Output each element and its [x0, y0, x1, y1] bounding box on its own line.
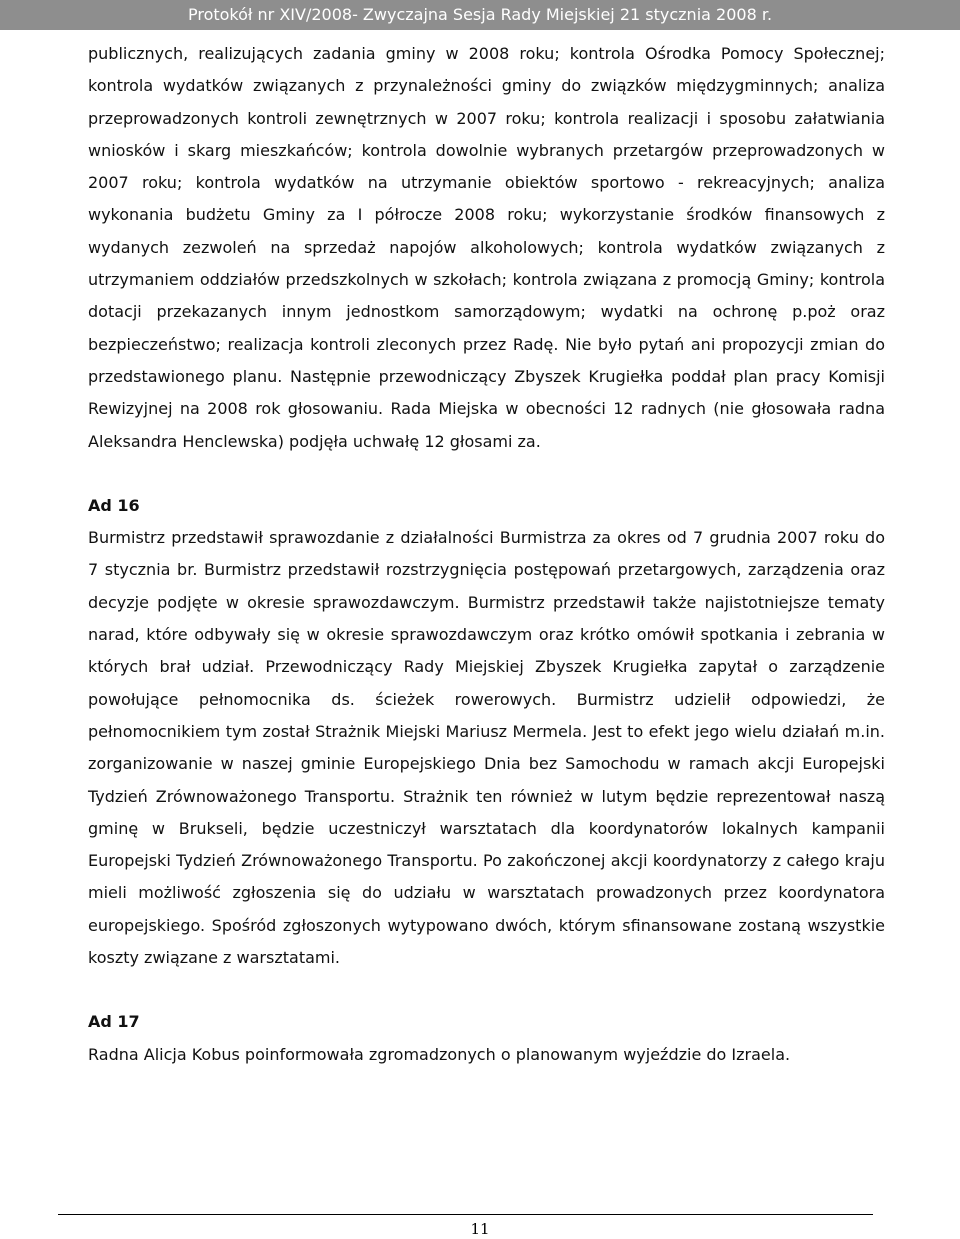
- spacer: [88, 458, 885, 490]
- page-number: 11: [470, 1220, 490, 1238]
- spacer: [88, 974, 885, 1006]
- footer-divider: [58, 1214, 873, 1215]
- paragraph-ad-17: Radna Alicja Kobus poinformowała zgromadzonych o planowanym wyjeździe do Izraela.: [88, 1044, 791, 1064]
- section-heading-ad-17: Ad 17: [88, 1012, 140, 1032]
- paragraph-ad-16: Burmistrz przedstawił sprawozdanie z działalności Burmistrza za okres od 7 grudnia 2007 roku do 7 stycznia br. Burmistrz przedstawił rozstrzygnięcia postępowań przetargowych, zarządzenia oraz decyzje podjęte w okresie sprawozdawczym. Burmistrz przedstawił także najistotniejsze tematy narad, które odbywały się w okresie sprawozdawczym oraz krótko omówił spotkania i zebrania w których brał udział. Przewodniczący Rady Miejskiej Zbyszek Krugiełka zapytał o zarządzenie powołujące pełnomocnika ds. ścieżek rowerowych. Burmistrz udzielił odpowiedzi, że pełnomocnikiem tym został Strażnik Miejski Mariusz Mermela. Jest to efekt jego wielu działań m.in. zorganizowanie w naszej gminie Europejskiego Dnia bez Samochodu w ramach akcji Europejski Tydzień Zrównoważonego Transportu. Strażnik ten również w lutym będzie reprezentował naszą gminę w Brukseli, będzie uczestniczył warsztatach dla koordynatorów lokalnych kampanii Europejski Tydzień Zrównoważonego Transportu. Po zakończonej akcji koordynatorzy z całego kraju mieli możliwość zgłoszenia się do udziału w warsztatach prowadzonych przez koordynatora europejskiego. Spośród zgłoszonych wytypowano dwóch, którym sfinansowane zostaną wszystkie koszty związane z warsztatami.: [88, 528, 885, 968]
- header-title: Protokół nr XIV/2008- Zwyczajna Sesja Rady Miejskiej 21 stycznia 2008 r.: [187, 5, 773, 24]
- page-header: [0, 0, 960, 30]
- document-body: [88, 38, 885, 1071]
- paragraph-continuation: publicznych, realizujących zadania gminy w 2008 roku; kontrola Ośrodka Pomocy Społecznej; kontrola wydatków związanych z przynależności gminy do związków międzygminnych; analiza przeprowadzonych kontroli zewnętrznych w 2007 roku; kontrola realizacji i sposobu załatwiania wniosków i skarg mieszkańców; kontrola dowolnie wybranych przetargów przeprowadzonych w 2007 roku; kontrola wydatków na utrzymanie obiektów sportowo - rekreacyjnych; analiza wykonania budżetu Gminy za I półrocze 2008 roku; wykorzystanie środków finansowych z wydanych zezwoleń na sprzedaż napojów alkoholowych; kontrola wydatków związanych z utrzymaniem oddziałów przedszkolnych w szkołach; kontrola związana z promocją Gminy; kontrola dotacji przekazanych innym jednostkom samorządowym; wydatki na ochronę p.poż oraz bezpieczeństwo; realizacja kontroli zleconych przez Radę. Nie było pytań ani propozycji zmian do przedstawionego planu. Następnie przewodniczący Zbyszek Krugiełka poddał plan pracy Komisji Rewizyjnej na 2008 rok głosowaniu. Rada Miejska w obecności 12 radnych (nie głosowała radna Aleksandra Henclewska) podjęła uchwałę 12 głosami za.: [88, 44, 885, 451]
- section-heading-ad-16: Ad 16: [88, 495, 140, 515]
